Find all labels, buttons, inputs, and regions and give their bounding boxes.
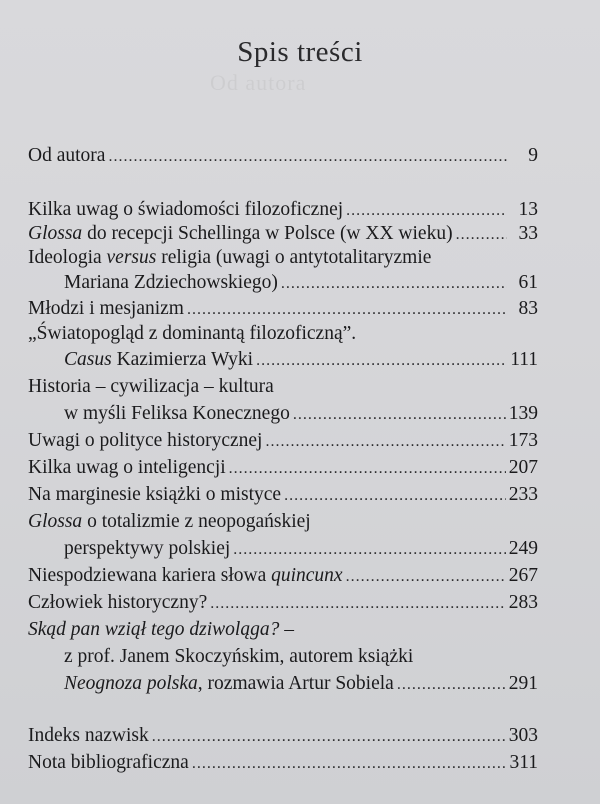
page-number: 207: [508, 457, 538, 478]
leader-dots: [397, 672, 506, 698]
toc-entry: [28, 197, 538, 224]
page-number: 111: [510, 349, 538, 370]
entry-title: Kilka uwag o świadomości filozoficznej: [28, 199, 344, 220]
entry-title: [64, 671, 394, 697]
bleed-through-text: Od autora: [210, 70, 307, 95]
toc-entry: [28, 296, 538, 323]
leader-dots: [229, 456, 506, 482]
leader-dots: [256, 348, 507, 374]
toc-entry-line: [28, 245, 431, 271]
toc-entry: [28, 482, 538, 509]
page-number: 33: [518, 223, 538, 244]
entry-title: Mariana Zdziechowskiego): [64, 272, 278, 293]
entry-title-italic: versus: [106, 247, 157, 268]
toc-entry: [28, 428, 538, 455]
page-number: 9: [528, 145, 538, 166]
leader-dots: [265, 429, 505, 455]
leader-dots: [456, 222, 507, 248]
entry-title-italic: Neognoza polska: [64, 673, 198, 694]
page-number: 61: [518, 272, 538, 293]
page-number: 291: [508, 673, 538, 694]
leader-dots: [293, 402, 506, 428]
entry-title-rest: do recepcji Schellinga w Polsce (w XX wieku): [82, 223, 453, 244]
entry-title-rest: o totalizmie z neopogańskiej: [82, 511, 311, 532]
page-number: 311: [509, 752, 538, 773]
entry-title: Młodzi i mesjanizm: [28, 298, 184, 319]
toc-entry-nota: [28, 750, 538, 777]
entry-title-italic: Glossa: [28, 511, 83, 532]
toc-entry-continuation: [64, 671, 538, 698]
toc-entry-continuation: [64, 401, 538, 428]
page-number: 139: [508, 403, 538, 424]
entry-title-rest: Kazimierza Wyki: [111, 349, 254, 370]
leader-dots: [108, 144, 507, 170]
page-number: 83: [518, 298, 538, 319]
page-number: 249: [508, 538, 538, 559]
toc-entry-od-autora: [28, 143, 538, 170]
entry-title: w myśli Feliksa Konecznego: [64, 403, 290, 424]
toc-entry-indeks: [28, 723, 538, 750]
entry-title: perspektywy polskiej: [64, 538, 231, 559]
leader-dots: [284, 483, 506, 509]
leader-dots: [152, 724, 506, 750]
toc-entry-continuation: [64, 536, 538, 563]
toc-entry: [28, 590, 538, 617]
leader-dots: [187, 297, 507, 323]
entry-title-rest: religia (uwagi o antytotalitaryzmie: [156, 247, 432, 268]
entry-title-pre: Ideologia: [28, 247, 107, 268]
page-number: 233: [508, 484, 538, 505]
toc-entry-continuation: [64, 347, 538, 374]
entry-title: Od autora: [28, 145, 106, 166]
page-number: 13: [518, 199, 538, 220]
toc-entry-line: [28, 617, 294, 643]
page-number: 283: [508, 592, 538, 613]
toc-entry-line: [28, 509, 311, 535]
toc-entry: [28, 563, 538, 590]
page-number: 303: [508, 725, 538, 746]
entry-title: Na marginesie książki o mistyce: [28, 484, 282, 505]
entry-title-italic: Glossa: [28, 223, 83, 244]
toc-entry-line: Historia – cywilizacja – kultura: [28, 376, 274, 397]
toc-entry-line: „Światopogląd z dominantą filozoficzną”.: [28, 323, 357, 344]
entry-title-rest: , rozmawia Artur Sobiela: [197, 673, 394, 694]
page-title: Spis treści: [237, 36, 363, 68]
entry-title: [28, 221, 453, 247]
entry-title: [64, 347, 253, 373]
leader-dots: [210, 591, 506, 617]
entry-title: Nota bibliograficzna: [28, 752, 189, 773]
entry-title-italic: Casus: [64, 349, 112, 370]
page-number: 173: [508, 430, 538, 451]
leader-dots: [192, 751, 507, 777]
entry-title-italic: quincunx: [271, 565, 343, 586]
leader-dots: [233, 537, 505, 563]
entry-title: Kilka uwag o inteligencji: [28, 457, 226, 478]
toc-entry: [28, 455, 538, 482]
entry-title: Człowiek historyczny?: [28, 592, 208, 613]
leader-dots: [346, 564, 506, 590]
entry-title: [28, 563, 343, 589]
toc-entry-continuation: [64, 270, 538, 297]
toc-entry-line: z prof. Janem Skoczyńskim, autorem książki: [64, 646, 414, 667]
entry-title-italic: Skąd pan wziął tego dziwoląga?: [28, 619, 280, 640]
entry-title-rest: Niespodziewana kariera słowa: [28, 565, 272, 586]
leader-dots: [281, 271, 507, 297]
entry-title: Uwagi o polityce historycznej: [28, 430, 263, 451]
entry-title: Indeks nazwisk: [28, 725, 149, 746]
toc-entry: [28, 221, 538, 248]
page-number: 267: [508, 565, 538, 586]
entry-title-rest: –: [279, 619, 294, 640]
